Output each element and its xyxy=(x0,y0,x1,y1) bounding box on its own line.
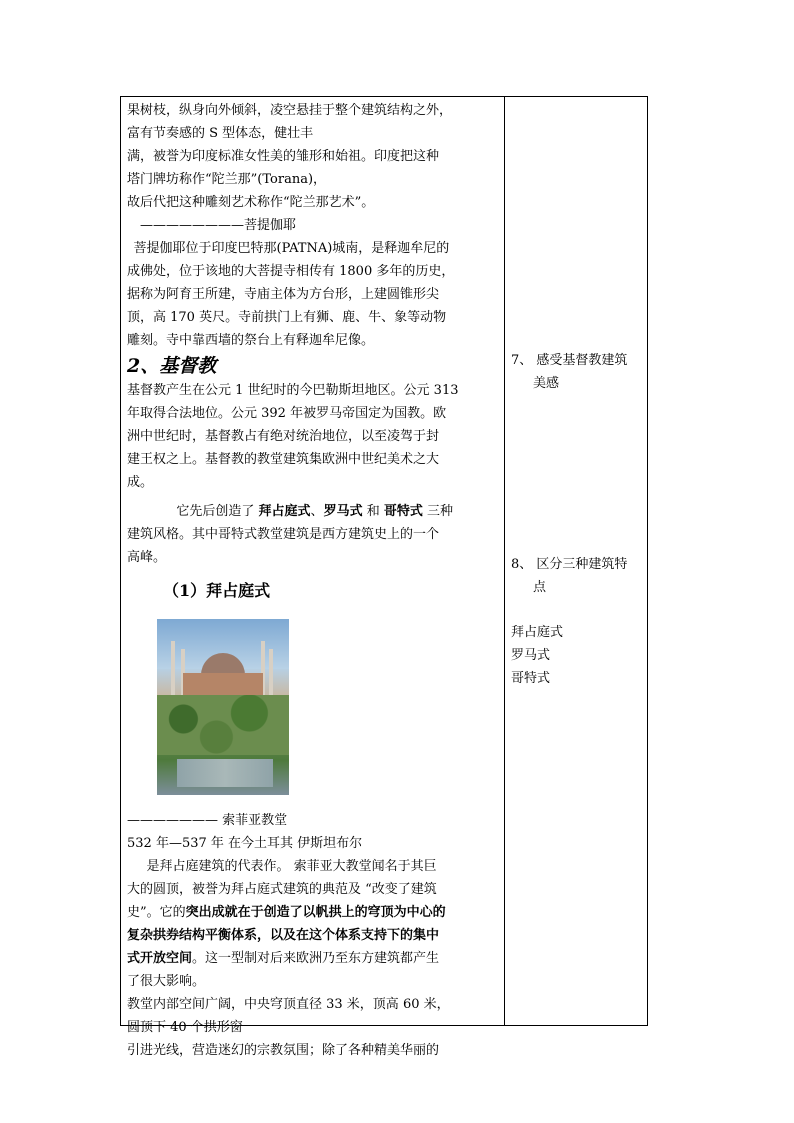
text-line: 大的圆顶，被誉为拜占庭式建筑的典范及 “改变了建筑 xyxy=(127,882,437,897)
text-line xyxy=(127,901,502,924)
style-byzantine: 拜占庭式 xyxy=(258,504,311,519)
text-line: 满，被誉为印度标准女性美的雏形和始祖。印度把这种 xyxy=(127,149,440,164)
text-fragment: 史”。它的 xyxy=(127,905,186,920)
section-heading-christianity: 2、基督教 xyxy=(127,355,217,377)
subsection-heading-byzantine: （1）拜占庭式 xyxy=(163,581,271,600)
hagia-sophia-photo xyxy=(157,619,289,795)
photo-date: 532 年—537 年 在今土耳其 伊斯坦布尔 xyxy=(127,836,363,851)
text-fragment: 三种 xyxy=(422,504,453,519)
objective-7-cont: 美感 xyxy=(533,376,560,391)
objective-8: 8、 区分三种建筑特 xyxy=(511,557,628,572)
text-line: 高峰。 xyxy=(127,550,167,565)
style-list-item: 罗马式 xyxy=(511,648,551,663)
lesson-table xyxy=(120,96,648,1058)
text-line: 年取得合法地位。公元 392 年被罗马帝国定为国教。欧 xyxy=(127,406,447,421)
objective-7: 7、 感受基督教建筑 xyxy=(511,353,628,368)
text-fragment: 。这一型制对后来欧洲乃至东方建筑都产生 xyxy=(192,951,440,966)
text-fragment-bold: 突出成就在于创造了以帆拱上的穹顶为中心的 xyxy=(185,905,446,920)
text-line: 教堂内部空间广阔，中央穹顶直径 33 米，顶高 60 米， xyxy=(127,997,450,1012)
text-line: 雕刻。寺中靠西墙的祭台上有释迦牟尼像。 xyxy=(127,333,375,348)
content-column xyxy=(127,99,502,1062)
text-fragment: 、 xyxy=(310,504,324,519)
trees xyxy=(157,695,289,755)
text-fragment: 它先后创造了 xyxy=(176,504,259,519)
text-line xyxy=(127,924,502,947)
column-divider xyxy=(504,97,505,1025)
text-line: 菩提伽耶位于印度巴特那(PATNA)城南，是释迦牟尼的 xyxy=(133,241,450,256)
text-line: 富有节奏感的 S 型体态，健壮丰 xyxy=(127,126,314,141)
bodhgaya-title: ————————菩提伽耶 xyxy=(140,218,297,233)
style-gothic: 哥特式 xyxy=(383,504,423,519)
text-line: 据称为阿育王所建，寺庙主体为方台形，上建圆锥形尖 xyxy=(127,287,440,302)
text-line: 塔门牌坊称作“陀兰那”(Torana)， xyxy=(127,172,327,187)
minaret xyxy=(171,641,175,697)
text-line: 成。 xyxy=(127,475,154,490)
text-line: 圆顶下 40 个拱形窗 xyxy=(127,1020,243,1035)
text-line: 引进光线，营造迷幻的宗教氛围；除了各种精美华丽的 xyxy=(127,1043,440,1058)
text-fragment-bold: 式开放空间 xyxy=(127,951,193,966)
text-line: 是拜占庭建筑的代表作。 索菲亚大教堂闻名于其巨 xyxy=(146,859,437,874)
style-romanesque: 罗马式 xyxy=(323,504,363,519)
text-line: 成佛处，位于该地的大菩提寺相传有 1800 多年的历史， xyxy=(127,264,455,279)
plaza xyxy=(177,759,273,787)
text-line: 建筑风格。其中哥特式教堂建筑是西方建筑史上的一个 xyxy=(127,527,440,542)
styles-intro xyxy=(127,500,502,523)
minaret xyxy=(269,649,273,697)
text-line: 故后代把这种雕刻艺术称作“陀兰那艺术”。 xyxy=(127,195,375,210)
text-line: 了很大影响。 xyxy=(127,974,206,989)
style-list-item: 哥特式 xyxy=(511,671,551,686)
text-fragment-bold: 复杂拱券结构平衡体系，以及在这个体系支持下的集中 xyxy=(127,928,440,943)
style-list-item: 拜占庭式 xyxy=(511,625,564,640)
text-fragment: 和 xyxy=(362,504,384,519)
photo-caption: ——————— 索菲亚教堂 xyxy=(127,813,288,828)
text-line: 果树枝，纵身向外倾斜，凌空悬挂于整个建筑结构之外， xyxy=(127,103,453,118)
text-line: 顶，高 170 英尺。寺前拱门上有狮、鹿、牛、象等动物 xyxy=(127,310,447,325)
text-line: 洲中世纪时，基督教占有绝对统治地位，以至凌驾于封 xyxy=(127,429,440,444)
objective-8-cont: 点 xyxy=(533,580,547,595)
text-line: 建王权之上。基督教的教堂建筑集欧洲中世纪美术之大 xyxy=(127,452,440,467)
text-line: 基督教产生在公元 1 世纪时的今巴勒斯坦地区。公元 313 xyxy=(127,383,459,398)
text-line xyxy=(127,947,502,970)
